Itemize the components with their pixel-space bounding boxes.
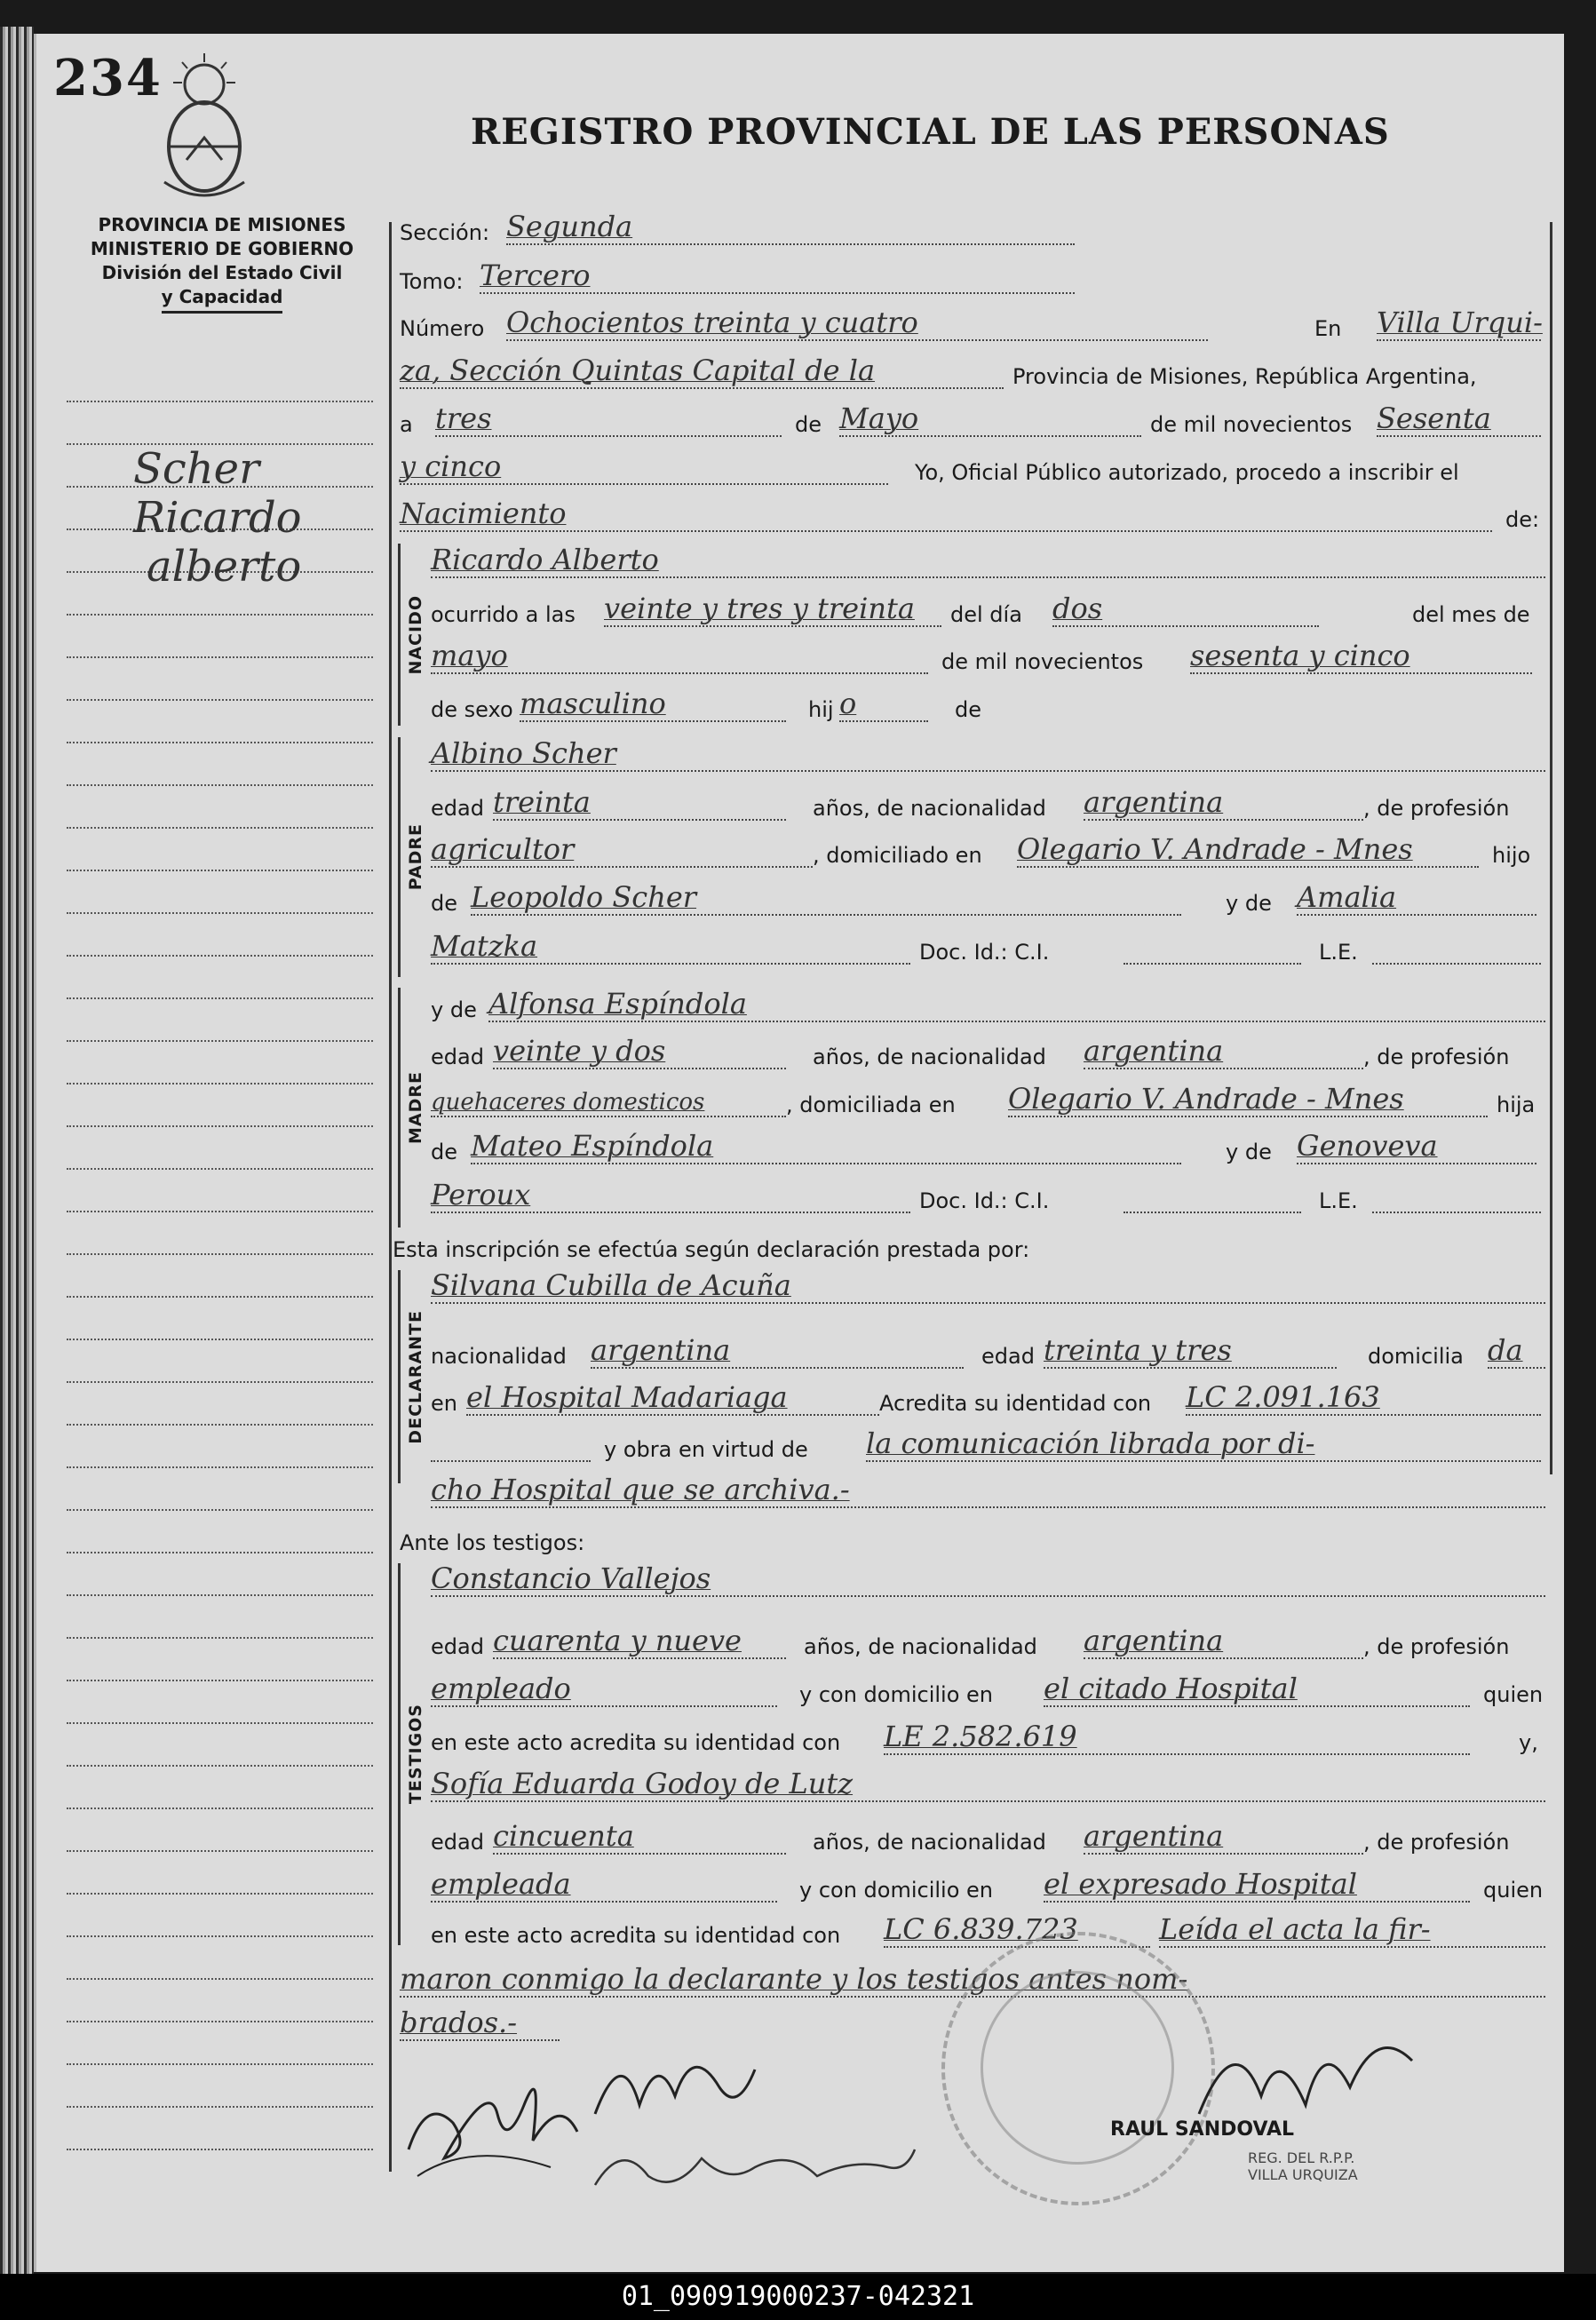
ocurrido-label: ocurrido a las [431, 602, 576, 627]
padre-dom-label: , domiciliado en [813, 843, 982, 868]
margin-divider [389, 222, 392, 2172]
gov-capacity: y Capacidad [162, 285, 283, 314]
padre-madre2: Matzka [431, 929, 910, 965]
row-madre-nombre [431, 987, 1545, 1026]
anio2-value: y cinco [400, 449, 888, 485]
declarant-signature [391, 2043, 595, 2185]
official-signature [1190, 2007, 1421, 2132]
padre-dom: Olegario V. Andrade - Mnes [1017, 832, 1479, 868]
t2-anos-label: años, de nacionalidad [813, 1830, 1046, 1855]
padre-anos-label: años, de nacionalidad [813, 796, 1046, 821]
row-declarante-obra [431, 1426, 1545, 1466]
row-acto [400, 497, 1545, 536]
page-title: REGISTRO PROVINCIAL DE LAS PERSONAS [471, 111, 1390, 153]
t2-acr-label: en este acto acredita su identidad con [431, 1923, 841, 1948]
padre-madre: Amalia [1297, 880, 1536, 916]
a-label: a [400, 412, 413, 437]
t2-prof-label: , de profesión [1363, 1830, 1510, 1855]
row-padre-padres [431, 880, 1545, 919]
t2-dom: el expresado Hospital [1044, 1867, 1470, 1903]
t1-y-label: y, [1519, 1730, 1538, 1755]
witness1-signature [586, 2034, 764, 2132]
t1-quien-label: quien [1483, 1682, 1544, 1707]
anio-value: Sesenta [1377, 401, 1541, 437]
official-cargo: REG. DEL R.P.P. [1248, 2149, 1355, 2166]
nacido-nombre: Ricardo Alberto [431, 543, 1545, 578]
row-seccion [400, 210, 1545, 249]
madre-doc-label: Doc. Id.: C.I. [919, 1188, 1050, 1213]
official-title [1248, 2149, 1358, 2183]
row-padre-nombre [431, 736, 1545, 775]
nacido-de-label: de [955, 697, 981, 722]
t2-dom-label: y con domicilio en [799, 1878, 994, 1903]
row-nacido-anio [431, 639, 1545, 678]
row-declarante-nac [431, 1333, 1545, 1372]
row-padre-doc [431, 929, 1545, 968]
padre-edad: treinta [493, 785, 786, 821]
padre-edad-label: edad [431, 796, 484, 821]
nacido-mes: mayo [431, 639, 928, 674]
testigos-intro: Ante los testigos: [400, 1530, 585, 1555]
madre-padre: Mateo Espíndola [471, 1129, 1181, 1164]
t1-prof-label: , de profesión [1363, 1634, 1510, 1659]
padre-le [1372, 963, 1541, 965]
t2-edad: cincuenta [493, 1819, 786, 1855]
declarante-tag: DECLARANTE [406, 1309, 425, 1444]
numero-label: Número [400, 316, 485, 341]
padre-prof: agricultor [431, 832, 813, 868]
margin-middlename: alberto [147, 542, 302, 592]
declarante-nac-label: nacionalidad [431, 1344, 567, 1369]
row-testigos-intro [400, 1523, 1545, 1559]
madre-de-label: de [431, 1140, 457, 1164]
row-t1-nombre [431, 1561, 1545, 1601]
de2-label: de: [1505, 507, 1540, 532]
madre-madre: Genoveva [1297, 1129, 1536, 1164]
row-padre-dom [431, 832, 1545, 871]
t1-nombre: Constancio Vallejos [431, 1561, 1545, 1597]
padre-le-label: L.E. [1319, 940, 1358, 965]
t2-edad-label: edad [431, 1830, 484, 1855]
dia-value: tres [435, 401, 782, 437]
declarante-doc: LC 2.091.163 [1186, 1380, 1541, 1416]
witness2-signature [586, 2123, 924, 2203]
seccion-label: Sección: [400, 220, 490, 245]
t1-edad: cuarenta y nueve [493, 1624, 786, 1659]
t1-nac: argentina [1084, 1624, 1363, 1659]
oficial-text: Yo, Oficial Público autorizado, procedo a inscribir el [915, 460, 1459, 485]
declarante-intro: Esta inscripción se efectúa según declaración prestada por: [393, 1237, 1030, 1262]
t1-dom: el citado Hospital [1044, 1672, 1470, 1707]
gov-province: PROVINCIA DE MISIONES [98, 214, 346, 235]
nacido-hij: o [839, 687, 928, 722]
cierre-line2: maron conmigo la declarante y los testigos antes nom- [400, 1962, 1545, 1998]
government-header [80, 213, 364, 314]
madre-edad: veinte y dos [493, 1034, 786, 1069]
t1-dom-label: y con domicilio en [799, 1682, 994, 1707]
row-nacido-nombre [431, 543, 1545, 582]
declarante-acr-label: Acredita su identidad con [879, 1391, 1152, 1416]
declarante-en-label: en [431, 1391, 457, 1416]
row-fecha [400, 401, 1545, 441]
t2-quien-label: quien [1483, 1878, 1544, 1903]
tomo-label: Tomo: [400, 269, 464, 294]
madre-prof: quehaceres domesticos [431, 1089, 786, 1117]
nacido-dia: dos [1052, 592, 1319, 627]
gov-ministry: MINISTERIO DE GOBIERNO [90, 238, 354, 259]
nacido-anio: sesenta y cinco [1190, 639, 1532, 674]
nacido-sexo: masculino [520, 687, 786, 722]
coat-of-arms-icon [155, 49, 253, 204]
row-t1-edad [431, 1624, 1545, 1663]
row-tomo [400, 258, 1545, 298]
row-oficial [400, 449, 1545, 489]
official-sub: VILLA URQUIZA [1248, 2166, 1358, 2183]
madre-anos-label: años, de nacionalidad [813, 1045, 1046, 1069]
padre-hijo-label: hijo [1492, 843, 1531, 868]
nacido-mil-label: de mil novecientos [941, 649, 1144, 674]
delmes-label: del mes de [1412, 602, 1530, 627]
numero-value: Ochocientos treinta y cuatro [506, 306, 1208, 341]
declarante-dom-label: domicilia [1368, 1344, 1464, 1369]
row-padre-edad [431, 785, 1545, 824]
row-declarante-intro [393, 1230, 1538, 1266]
madre-hija-label: hija [1497, 1092, 1536, 1117]
madre-le [1372, 1212, 1541, 1213]
section-nacido [398, 544, 431, 726]
mes-value: Mayo [839, 401, 1141, 437]
row-t2-doc [431, 1912, 1545, 1951]
row-t2-nombre [431, 1767, 1545, 1806]
gov-division: División del Estado Civil [101, 262, 343, 283]
declarante-edad-label: edad [981, 1344, 1035, 1369]
de-label: de [795, 412, 822, 437]
en-label: En [1314, 316, 1342, 341]
margin-firstname: Ricardo [133, 493, 302, 543]
official-name: RAUL SANDOVAL [1110, 2118, 1295, 2141]
row-t2-dom [431, 1867, 1545, 1906]
row-nacido-hora [431, 592, 1545, 631]
row-nacido-sexo [431, 687, 1545, 726]
declarante-nombre: Silvana Cubilla de Acuña [431, 1268, 1545, 1304]
book-binding [0, 27, 34, 2283]
official-seal-stamp [941, 1932, 1215, 2205]
padre-yde-label: y de [1226, 891, 1272, 916]
lugar-value: za, Sección Quintas Capital de la [400, 354, 1004, 389]
madre-dom: Olegario V. Andrade - Mnes [1008, 1082, 1488, 1117]
nacido-hora: veinte y tres y treinta [604, 592, 941, 627]
province-text: Provincia de Misiones, República Argentina, [1012, 364, 1477, 389]
madre-nombre: Alfonsa Espíndola [488, 987, 1545, 1022]
acto-value: Nacimiento [400, 497, 1492, 532]
madre-yde-label: y de [431, 997, 477, 1022]
row-declarante-obra2 [431, 1473, 1545, 1512]
padre-de-label: de [431, 891, 457, 916]
madre-edad-label: edad [431, 1045, 484, 1069]
row-madre-dom [431, 1082, 1545, 1121]
section-declarante [398, 1270, 431, 1483]
t2-prof: empleada [431, 1867, 777, 1903]
image-id-footer: 01_090919000237-042321 [0, 2274, 1596, 2320]
padre-ci [1124, 963, 1301, 965]
folio-number: 234 [53, 49, 163, 107]
madre-tag: MADRE [406, 1071, 425, 1144]
padre-doc-label: Doc. Id.: C.I. [919, 940, 1050, 965]
t2-nombre: Sofía Eduarda Godoy de Lutz [431, 1767, 1545, 1802]
padre-tag: PADRE [406, 823, 425, 891]
declarante-obra2: cho Hospital que se archiva.- [431, 1473, 1545, 1508]
margin-notes [67, 360, 373, 2150]
row-numero [400, 306, 1545, 345]
seccion-value: Segunda [506, 210, 1075, 245]
t1-prof: empleado [431, 1672, 777, 1707]
tomo-value: Tercero [480, 258, 1075, 294]
row-madre-doc [431, 1178, 1545, 1217]
mil-label: de mil novecientos [1150, 412, 1353, 437]
madre-prof-label: , de profesión [1363, 1045, 1510, 1069]
hij-label: hij [808, 697, 834, 722]
sexo-label: de sexo [431, 697, 513, 722]
t1-doc: LE 2.582.619 [884, 1720, 1470, 1755]
deldia-label: del día [950, 602, 1022, 627]
cierre-line3: brados.- [400, 2006, 560, 2041]
madre-ci [1124, 1212, 1301, 1213]
en-value: Villa Urqui- [1377, 306, 1543, 339]
row-madre-edad [431, 1034, 1545, 1073]
section-madre [398, 988, 431, 1228]
padre-nac: argentina [1084, 785, 1363, 821]
padre-prof-label: , de profesión [1363, 796, 1510, 821]
row-t2-edad [431, 1819, 1545, 1858]
padre-nombre: Albino Scher [431, 736, 1545, 772]
madre-le-label: L.E. [1319, 1188, 1358, 1213]
row-t1-doc [431, 1720, 1545, 1759]
madre-madre2: Peroux [431, 1178, 910, 1213]
row-t1-dom [431, 1672, 1545, 1711]
t1-edad-label: edad [431, 1634, 484, 1659]
declarante-dom2: el Hospital Madariaga [466, 1380, 879, 1416]
t2-nac: argentina [1084, 1819, 1363, 1855]
madre-nac: argentina [1084, 1034, 1363, 1069]
declarante-obra-blank [431, 1460, 591, 1462]
declarante-nac: argentina [591, 1333, 964, 1369]
declarante-obra: la comunicación librada por di- [866, 1426, 1541, 1462]
padre-padre: Leopoldo Scher [471, 880, 1181, 916]
t1-acr-label: en este acto acredita su identidad con [431, 1730, 841, 1755]
declarante-edad: treinta y tres [1044, 1333, 1337, 1369]
t1-anos-label: años, de nacionalidad [804, 1634, 1037, 1659]
section-padre [398, 737, 431, 977]
section-testigos [398, 1563, 431, 1945]
t2-doc: LC 6.839.723 [884, 1912, 1150, 1948]
nacido-tag: NACIDO [406, 594, 425, 675]
declarante-dom: da [1488, 1333, 1545, 1369]
right-border [1550, 222, 1552, 1474]
declarante-obra-label: y obra en virtud de [604, 1437, 808, 1462]
row-madre-padres [431, 1129, 1545, 1168]
row-declarante-nombre [431, 1268, 1545, 1307]
madre-yde2-label: y de [1226, 1140, 1272, 1164]
madre-dom-label: , domiciliada en [786, 1092, 956, 1117]
row-declarante-acr [431, 1380, 1545, 1419]
margin-surname: Scher [133, 444, 260, 494]
testigos-tag: TESTIGOS [406, 1704, 425, 1805]
row-lugar [400, 354, 1545, 393]
cierre-line1: Leída el acta la fir- [1159, 1912, 1545, 1948]
